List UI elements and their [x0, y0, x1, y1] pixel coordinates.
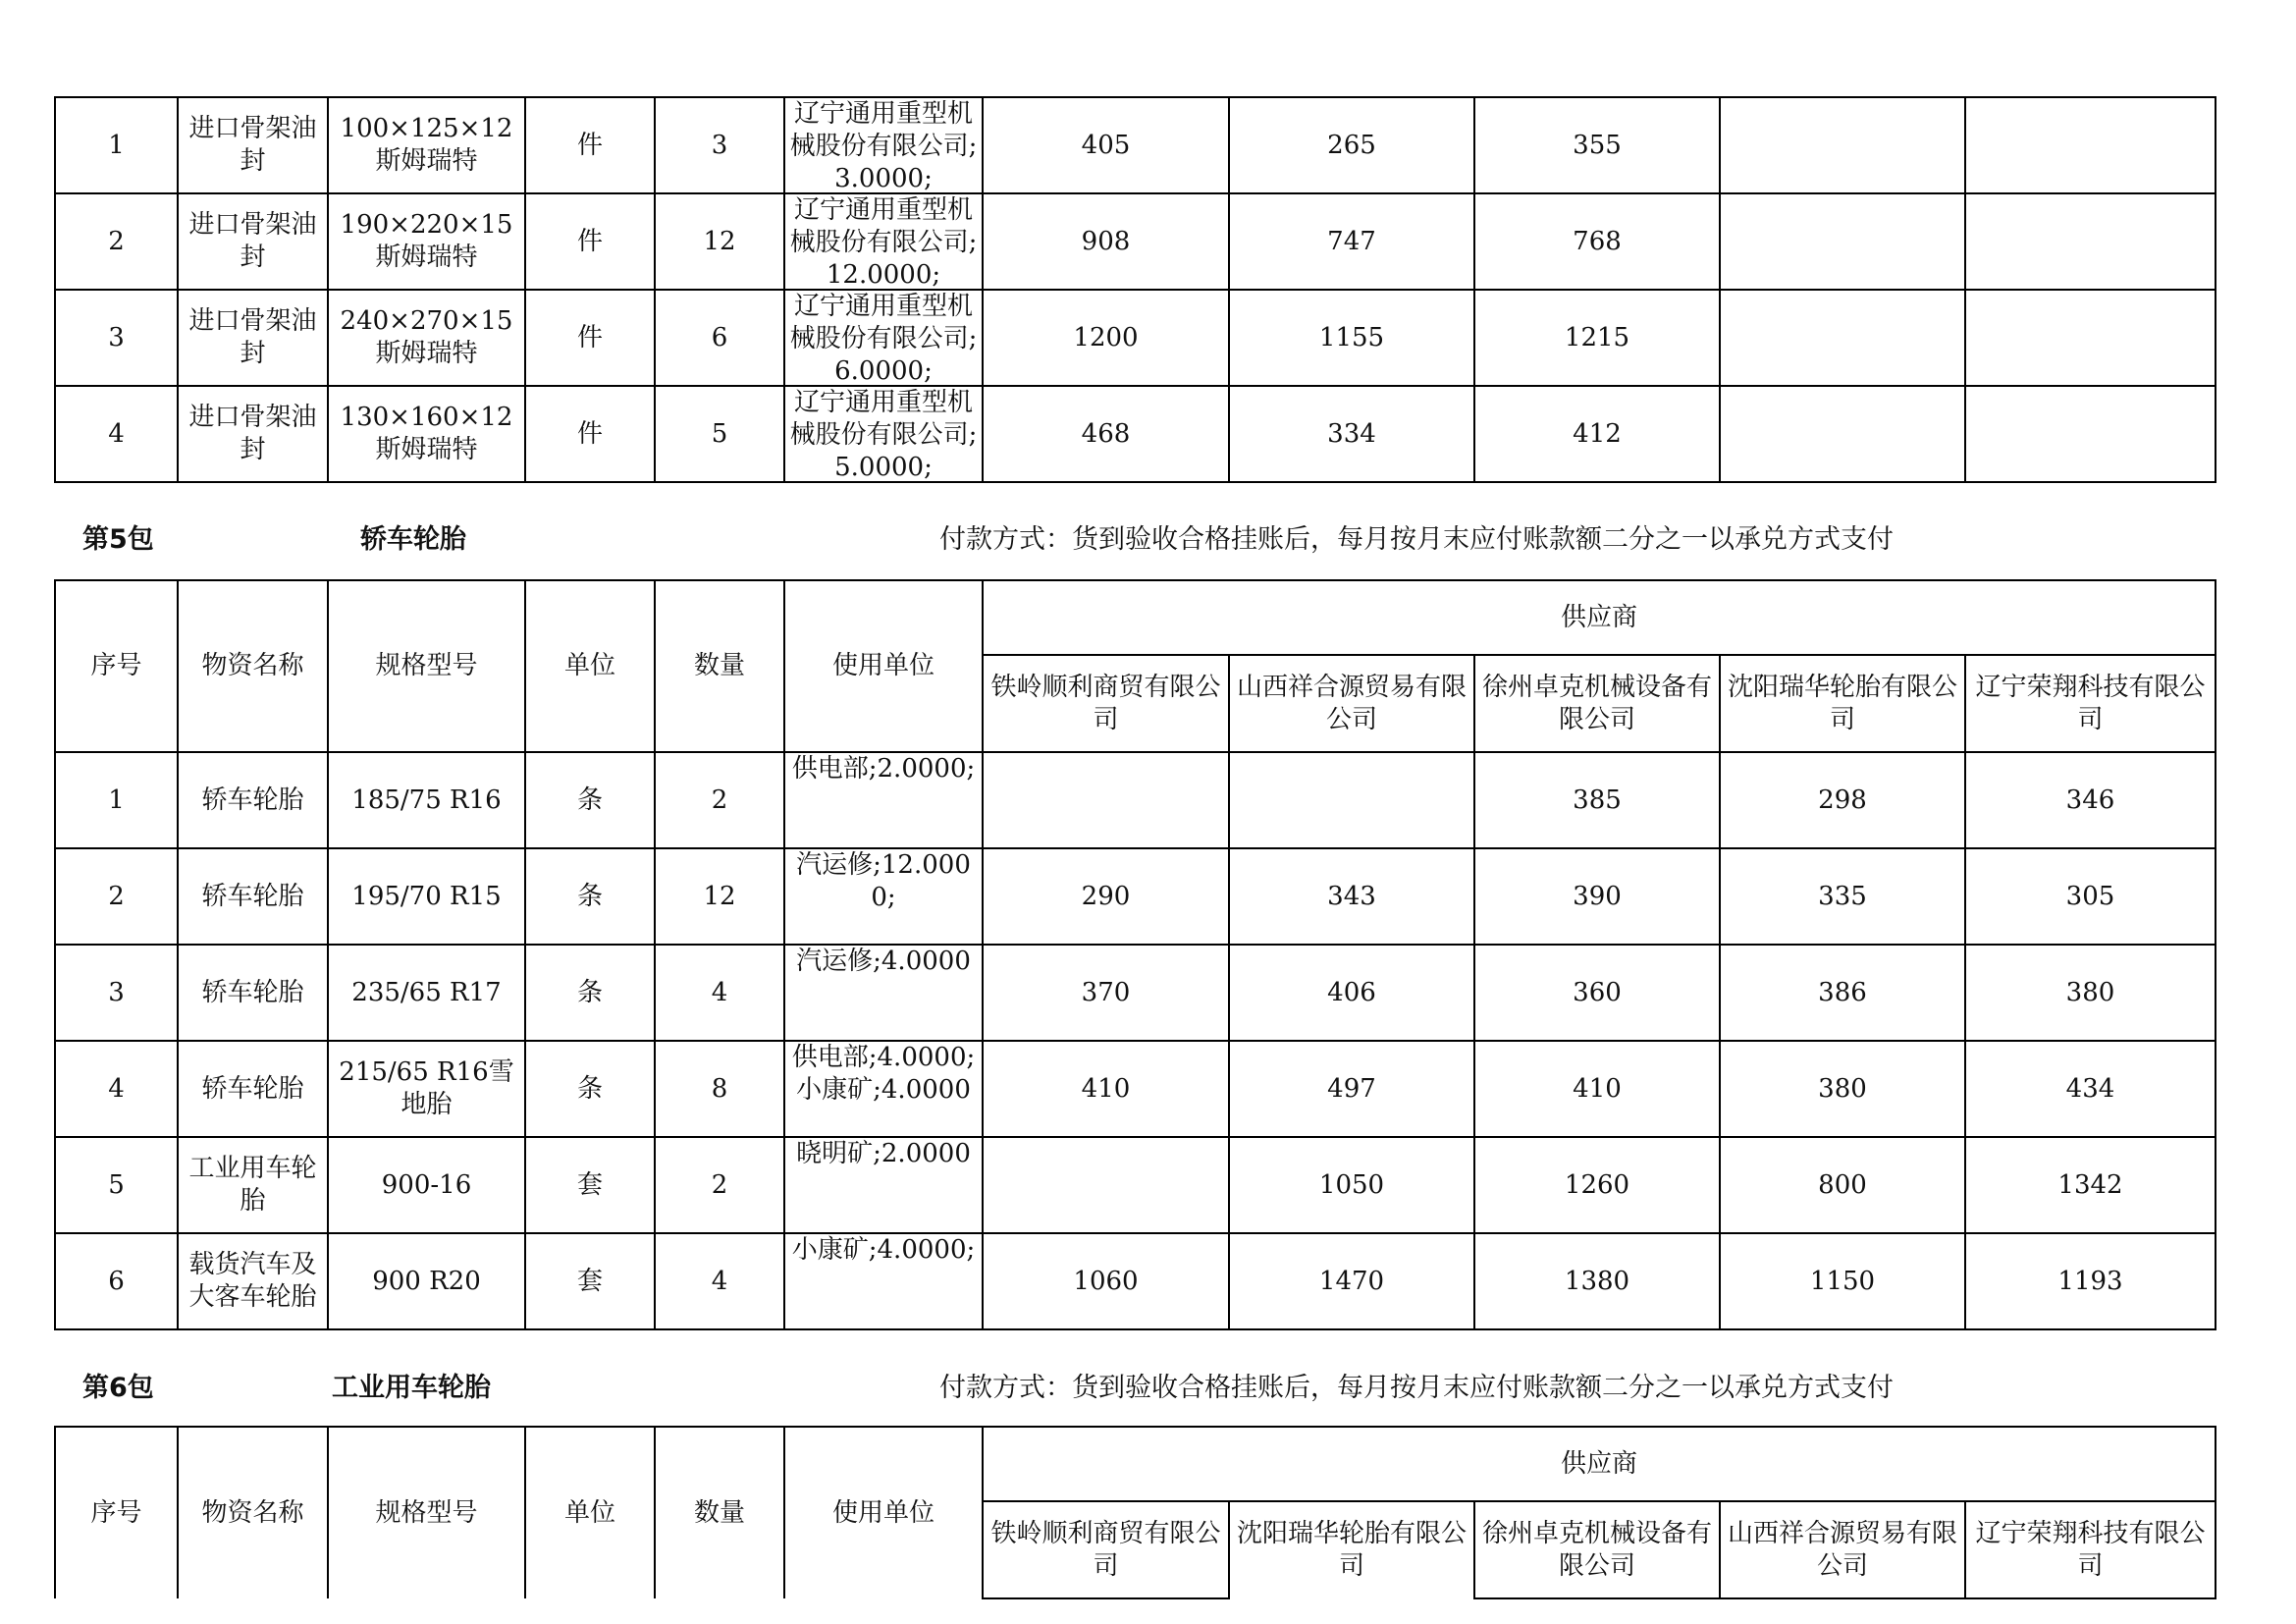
cell-qty: 5 [655, 386, 784, 482]
header-unit: 单位 [525, 580, 655, 752]
package4-items-table [54, 96, 2216, 483]
cell-price-2: 1050 [1229, 1137, 1474, 1233]
header-supplier-2: 沈阳瑞华轮胎有限公司 [1229, 1501, 1474, 1598]
cell-no: 4 [55, 386, 178, 482]
header-user: 使用单位 [784, 1427, 983, 1598]
cell-unit: 条 [525, 752, 655, 848]
cell-price-4 [1720, 386, 1965, 482]
header-row [55, 580, 2216, 655]
cell-user [784, 97, 983, 193]
cell-unit: 条 [525, 1041, 655, 1137]
cell-unit: 套 [525, 1137, 655, 1233]
table-row [55, 97, 2216, 193]
table-row [55, 1137, 2216, 1233]
cell-price-5 [1965, 97, 2216, 193]
cell-spec: 100×125×12斯姆瑞特 [328, 97, 525, 193]
header-suppliers-group: 供应商 [983, 580, 2216, 655]
cell-price-1: 405 [983, 97, 1229, 193]
package5-payment-terms: 付款方式：货到验收合格挂账后，每月按月末应付账款额二分之一以承兑方式支付 [939, 524, 1894, 555]
cell-name: 轿车轮胎 [178, 1041, 328, 1137]
cell-no: 1 [55, 752, 178, 848]
cell-user [784, 193, 983, 290]
cell-price-3: 360 [1474, 945, 1720, 1041]
cell-spec: 130×160×12斯姆瑞特 [328, 386, 525, 482]
cell-price-5 [1965, 193, 2216, 290]
cell-unit: 条 [525, 848, 655, 945]
cell-price-2: 406 [1229, 945, 1474, 1041]
cell-price-3: 1215 [1474, 290, 1720, 386]
cell-price-4: 800 [1720, 1137, 1965, 1233]
header-name: 物资名称 [178, 580, 328, 752]
cell-name: 进口骨架油封 [178, 97, 328, 193]
cell-no: 3 [55, 945, 178, 1041]
cell-user-text: 辽宁通用重型机械股份有限公司;5.0000; [789, 388, 978, 479]
cell-price-5 [1965, 290, 2216, 386]
header-supplier-1: 铁岭顺利商贸有限公司 [983, 1501, 1229, 1598]
cell-user [784, 752, 983, 848]
cell-price-2: 334 [1229, 386, 1474, 482]
cell-price-3: 390 [1474, 848, 1720, 945]
table-row [55, 945, 2216, 1041]
cell-user [784, 1233, 983, 1329]
header-supplier-3: 徐州卓克机械设备有限公司 [1474, 1501, 1720, 1598]
cell-price-1: 468 [983, 386, 1229, 482]
cell-spec: 900-16 [328, 1137, 525, 1233]
header-user: 使用单位 [784, 580, 983, 752]
cell-price-1: 370 [983, 945, 1229, 1041]
cell-user-text: 辽宁通用重型机械股份有限公司;3.0000; [789, 99, 978, 190]
table-row [55, 848, 2216, 945]
cell-price-2: 497 [1229, 1041, 1474, 1137]
header-name: 物资名称 [178, 1427, 328, 1598]
cell-qty: 4 [655, 1233, 784, 1329]
cell-spec: 240×270×15斯姆瑞特 [328, 290, 525, 386]
cell-qty: 4 [655, 945, 784, 1041]
cell-user-text: 汽运修;4.0000 [796, 947, 971, 976]
cell-user-text: 汽运修;12.0000; [796, 850, 971, 912]
cell-name: 轿车轮胎 [178, 752, 328, 848]
cell-qty: 12 [655, 193, 784, 290]
cell-price-5: 380 [1965, 945, 2216, 1041]
cell-qty: 2 [655, 1137, 784, 1233]
cell-user-text: 辽宁通用重型机械股份有限公司;12.0000; [789, 195, 978, 287]
cell-price-5: 346 [1965, 752, 2216, 848]
cell-spec: 195/70 R15 [328, 848, 525, 945]
cell-unit: 件 [525, 290, 655, 386]
cell-no: 5 [55, 1137, 178, 1233]
package5-table [54, 579, 2216, 1330]
cell-no: 6 [55, 1233, 178, 1329]
cell-name: 工业用车轮胎 [178, 1137, 328, 1233]
cell-price-4 [1720, 290, 1965, 386]
header-supplier-5: 辽宁荣翔科技有限公司 [1965, 655, 2216, 752]
table-row [55, 752, 2216, 848]
cell-price-2: 265 [1229, 97, 1474, 193]
package5-label: 第5包 [82, 524, 154, 555]
cell-price-3: 1380 [1474, 1233, 1720, 1329]
cell-unit: 套 [525, 1233, 655, 1329]
cell-user [784, 290, 983, 386]
cell-name: 轿车轮胎 [178, 848, 328, 945]
cell-price-2 [1229, 752, 1474, 848]
header-qty: 数量 [655, 1427, 784, 1598]
header-row [55, 1427, 2216, 1501]
cell-user-text: 辽宁通用重型机械股份有限公司;6.0000; [789, 292, 978, 383]
cell-user [784, 848, 983, 945]
cell-price-2: 343 [1229, 848, 1474, 945]
cell-no: 2 [55, 848, 178, 945]
cell-price-3: 1260 [1474, 1137, 1720, 1233]
package6-table [54, 1426, 2216, 1599]
header-no: 序号 [55, 1427, 178, 1598]
header-supplier-2: 山西祥合源贸易有限公司 [1229, 655, 1474, 752]
cell-price-4: 335 [1720, 848, 1965, 945]
cell-price-2: 1470 [1229, 1233, 1474, 1329]
cell-price-5 [1965, 386, 2216, 482]
header-qty: 数量 [655, 580, 784, 752]
cell-price-3: 768 [1474, 193, 1720, 290]
header-supplier-4: 沈阳瑞华轮胎有限公司 [1720, 655, 1965, 752]
cell-user [784, 1137, 983, 1233]
header-supplier-3: 徐州卓克机械设备有限公司 [1474, 655, 1720, 752]
cell-price-5: 434 [1965, 1041, 2216, 1137]
cell-user-text: 小康矿;4.0000; [791, 1235, 976, 1265]
table-row [55, 193, 2216, 290]
header-supplier-5: 辽宁荣翔科技有限公司 [1965, 1501, 2216, 1598]
header-supplier-4: 山西祥合源贸易有限公司 [1720, 1501, 1965, 1598]
table-row [55, 1041, 2216, 1137]
cell-name: 载货汽车及大客车轮胎 [178, 1233, 328, 1329]
cell-price-5: 1342 [1965, 1137, 2216, 1233]
cell-spec: 185/75 R16 [328, 752, 525, 848]
header-spec: 规格型号 [328, 1427, 525, 1598]
cell-qty: 3 [655, 97, 784, 193]
cell-price-5: 1193 [1965, 1233, 2216, 1329]
cell-user [784, 945, 983, 1041]
package6-title: 工业用车轮胎 [332, 1373, 491, 1403]
package6-label: 第6包 [82, 1373, 154, 1403]
cell-qty: 6 [655, 290, 784, 386]
cell-price-1: 908 [983, 193, 1229, 290]
header-no: 序号 [55, 580, 178, 752]
cell-price-3: 410 [1474, 1041, 1720, 1137]
cell-price-4 [1720, 97, 1965, 193]
header-suppliers-group: 供应商 [983, 1427, 2216, 1501]
cell-price-4: 380 [1720, 1041, 1965, 1137]
cell-unit: 件 [525, 386, 655, 482]
cell-price-1 [983, 752, 1229, 848]
header-unit: 单位 [525, 1427, 655, 1598]
cell-spec: 215/65 R16雪地胎 [328, 1041, 525, 1137]
cell-user [784, 1041, 983, 1137]
cell-spec: 235/65 R17 [328, 945, 525, 1041]
cell-no: 4 [55, 1041, 178, 1137]
package5-title: 轿车轮胎 [360, 524, 466, 555]
cell-no: 2 [55, 193, 178, 290]
header-supplier-1: 铁岭顺利商贸有限公司 [983, 655, 1229, 752]
cell-price-1: 290 [983, 848, 1229, 945]
cell-price-4 [1720, 193, 1965, 290]
cell-price-3: 412 [1474, 386, 1720, 482]
cell-no: 1 [55, 97, 178, 193]
cell-price-4: 298 [1720, 752, 1965, 848]
cell-user-text: 晓明矿;2.0000 [796, 1139, 971, 1168]
cell-price-4: 1150 [1720, 1233, 1965, 1329]
cell-user-text: 供电部;4.0000;小康矿;4.0000 [791, 1043, 976, 1105]
cell-name: 进口骨架油封 [178, 386, 328, 482]
cell-price-1 [983, 1137, 1229, 1233]
cell-qty: 12 [655, 848, 784, 945]
cell-spec: 190×220×15斯姆瑞特 [328, 193, 525, 290]
table-row [55, 386, 2216, 482]
cell-unit: 件 [525, 97, 655, 193]
cell-price-3: 355 [1474, 97, 1720, 193]
cell-price-5: 305 [1965, 848, 2216, 945]
cell-price-2: 1155 [1229, 290, 1474, 386]
package6-payment-terms: 付款方式：货到验收合格挂账后，每月按月末应付账款额二分之一以承兑方式支付 [939, 1373, 1894, 1403]
cell-price-1: 410 [983, 1041, 1229, 1137]
table-row [55, 1233, 2216, 1329]
cell-price-3: 385 [1474, 752, 1720, 848]
cell-name: 轿车轮胎 [178, 945, 328, 1041]
cell-user [784, 386, 983, 482]
cell-spec: 900 R20 [328, 1233, 525, 1329]
cell-no: 3 [55, 290, 178, 386]
cell-unit: 条 [525, 945, 655, 1041]
cell-price-1: 1060 [983, 1233, 1229, 1329]
table-row [55, 290, 2216, 386]
cell-user-text: 供电部;2.0000; [791, 754, 976, 784]
cell-price-2: 747 [1229, 193, 1474, 290]
cell-unit: 件 [525, 193, 655, 290]
cell-name: 进口骨架油封 [178, 193, 328, 290]
cell-price-1: 1200 [983, 290, 1229, 386]
cell-qty: 2 [655, 752, 784, 848]
cell-price-4: 386 [1720, 945, 1965, 1041]
cell-qty: 8 [655, 1041, 784, 1137]
header-spec: 规格型号 [328, 580, 525, 752]
cell-name: 进口骨架油封 [178, 290, 328, 386]
